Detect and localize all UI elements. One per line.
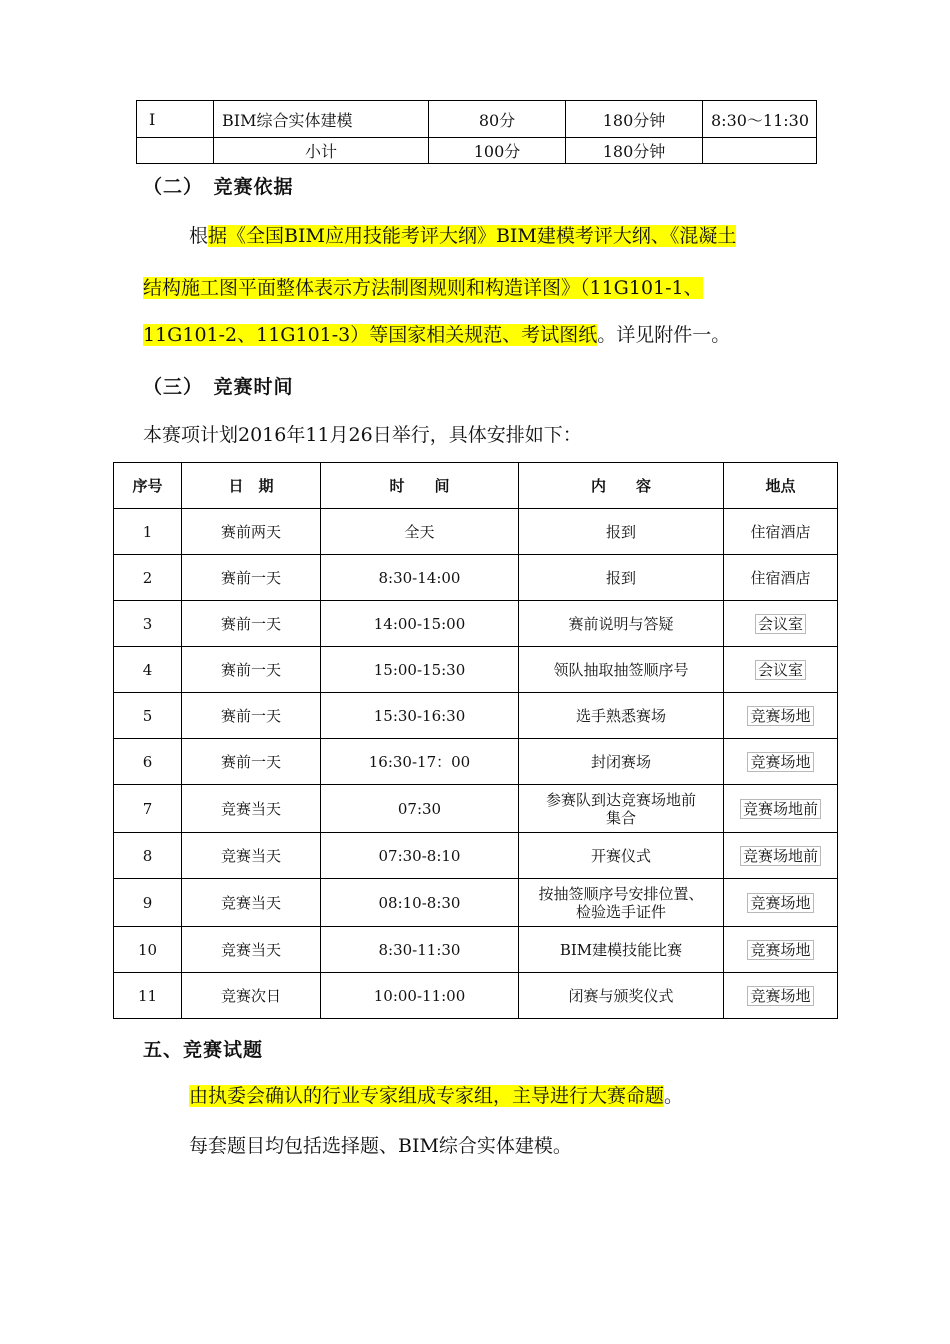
time-text: 全天 [404,522,435,541]
place-text: 会议室 [755,660,806,680]
section-heading-questions: 五、竞赛试题 [143,1039,264,1061]
content-text: 赛前说明与答疑 [568,614,674,633]
schedule-cell-date [182,879,321,927]
schedule-cell-place [724,785,838,833]
section-heading-time: （三） 竞赛时间 [143,376,294,398]
date-text: 竞赛当天 [220,893,281,912]
time-text: 07:30-8:10 [378,846,461,865]
table-row [114,509,838,555]
score-cell: 180分钟 [566,101,703,138]
paragraph-line [143,265,703,311]
place-text: 竞赛场地 [747,940,813,960]
score-table [136,100,817,164]
place-text: 住宿酒店 [750,568,811,587]
row-number: 11 [137,986,158,1005]
content-text: 参赛队到达竞赛场地前 [545,790,696,809]
date-text: 竞赛次日 [220,986,281,1005]
content-text: 领队抽取抽签顺序号 [553,660,689,679]
row-number: 8 [142,846,153,865]
schedule-cell-place [724,509,838,555]
schedule-cell-time [321,601,519,647]
highlighted-text: 11G101-2、11G101-3）等国家相关规范、考试图纸 [143,324,598,346]
score-cell: 100分 [429,138,566,164]
row-number: 9 [142,893,153,912]
schedule-cell-content [519,555,724,601]
date-text: 赛前一天 [220,568,281,587]
schedule-cell-no [114,601,182,647]
time-text: 07:30 [397,799,442,818]
score-cell [703,138,817,164]
place-text: 竞赛场地 [747,986,813,1006]
schedule-cell-content [519,693,724,739]
row-number: 7 [142,799,153,818]
time-text: 15:00-15:30 [373,660,466,679]
place-text: 住宿酒店 [750,522,811,541]
text: 。 [664,1085,684,1107]
schedule-cell-place [724,693,838,739]
time-text: 8:30-11:30 [378,940,461,959]
schedule-intro: 本赛项计划2016年11月26日举行，具体安排如下： [143,424,582,446]
row-number: 6 [142,752,153,771]
content-text: 开赛仪式 [590,846,651,865]
schedule-cell-no [114,693,182,739]
score-cell [137,138,214,164]
date-text: 赛前一天 [220,706,281,725]
date-text: 赛前一天 [220,614,281,633]
schedule-cell-content [519,833,724,879]
highlighted-text: 据《全国BIM应用技能考评大纲》BIM建模考评大纲、《混凝土 [208,225,737,247]
schedule-cell-no [114,879,182,927]
schedule-cell-no [114,555,182,601]
schedule-cell-place [724,973,838,1019]
table-header-row [114,463,838,509]
schedule-cell-date [182,785,321,833]
schedule-cell-place [724,739,838,785]
schedule-cell-content [519,927,724,973]
schedule-cell-place [724,833,838,879]
schedule-cell-date [182,555,321,601]
schedule-cell-time [321,973,519,1019]
schedule-cell-no [114,973,182,1019]
schedule-cell-time [321,555,519,601]
date-text: 赛前一天 [220,752,281,771]
table-row [114,927,838,973]
schedule-cell-no [114,927,182,973]
date-text: 赛前两天 [220,522,281,541]
schedule-cell-place [724,647,838,693]
row-number: 3 [142,614,153,633]
paragraph-line [189,213,736,259]
score-cell: 小计 [214,138,429,164]
schedule-cell-content [519,601,724,647]
content-text: 报到 [605,568,636,587]
schedule-cell-content [519,879,724,927]
column-header: 内 容 [519,463,724,509]
text: 根 [189,225,209,247]
content-text: 闭赛与颁奖仪式 [568,986,674,1005]
schedule-cell-no [114,833,182,879]
place-text: 竞赛场地 [747,893,813,913]
time-text: 16:30-17：00 [368,752,471,771]
table-row [114,555,838,601]
schedule-cell-date [182,601,321,647]
content-text-line2: 集合 [605,808,636,827]
table-row [114,693,838,739]
schedule-cell-no [114,739,182,785]
table-row [114,833,838,879]
paragraph-line [189,1073,683,1119]
content-text: 选手熟悉赛场 [575,706,666,725]
score-cell: 180分钟 [566,138,703,164]
table-row [114,785,838,833]
score-cell: 80分 [429,101,566,138]
table-row [137,138,817,164]
column-header: 地点 [724,463,838,509]
table-row [114,879,838,927]
paragraph-line [143,312,730,358]
schedule-cell-date [182,693,321,739]
row-number: 5 [142,706,153,725]
schedule-cell-time [321,879,519,927]
table-row [137,101,817,138]
schedule-cell-time [321,693,519,739]
score-cell: BIM综合实体建模 [214,101,429,138]
schedule-cell-date [182,927,321,973]
score-cell: I [137,101,214,138]
table-row [114,739,838,785]
schedule-cell-time [321,509,519,555]
content-text: 报到 [605,522,636,541]
schedule-cell-time [321,833,519,879]
schedule-cell-content [519,509,724,555]
place-text: 竞赛场地 [747,706,813,726]
place-text: 竞赛场地 [747,752,813,772]
schedule-cell-no [114,647,182,693]
highlighted-text: 由执委会确认的行业专家组成专家组，主导进行大赛命题 [189,1085,665,1107]
schedule-cell-content [519,785,724,833]
time-text: 08:10-8:30 [378,893,461,912]
schedule-cell-date [182,739,321,785]
content-text: 按抽签顺序号安排位置、 [538,884,704,903]
schedule-cell-no [114,509,182,555]
paragraph-line: 每套题目均包括选择题、BIM综合实体建模。 [189,1135,572,1157]
schedule-cell-no [114,785,182,833]
schedule-cell-time [321,927,519,973]
row-number: 2 [142,568,153,587]
highlighted-text: 结构施工图平面整体表示方法制图规则和构造详图》（11G101-1、 [143,277,703,299]
place-text: 竞赛场地前 [740,846,821,866]
schedule-cell-time [321,785,519,833]
table-row [114,973,838,1019]
column-header: 日 期 [182,463,321,509]
score-cell: 8:30～11:30 [703,101,817,138]
place-text: 竞赛场地前 [740,799,821,819]
schedule-cell-time [321,647,519,693]
schedule-cell-date [182,833,321,879]
column-header: 序号 [114,463,182,509]
text: 。详见附件一。 [597,324,731,346]
schedule-cell-date [182,973,321,1019]
schedule-cell-content [519,973,724,1019]
schedule-cell-place [724,601,838,647]
row-number: 10 [137,940,158,959]
time-text: 8:30-14:00 [378,568,461,587]
table-row [114,601,838,647]
schedule-cell-date [182,509,321,555]
time-text: 14:00-15:00 [373,614,466,633]
time-text: 15:30-16:30 [373,706,466,725]
schedule-cell-place [724,555,838,601]
date-text: 赛前一天 [220,660,281,679]
content-text: BIM建模技能比赛 [559,940,683,959]
table-row [114,647,838,693]
schedule-cell-content [519,647,724,693]
schedule-cell-place [724,927,838,973]
date-text: 竞赛当天 [220,940,281,959]
date-text: 竞赛当天 [220,799,281,818]
row-number: 4 [142,660,153,679]
schedule-table [113,462,838,1019]
date-text: 竞赛当天 [220,846,281,865]
place-text: 会议室 [755,614,806,634]
time-text: 10:00-11:00 [373,986,466,1005]
schedule-cell-place [724,879,838,927]
schedule-cell-time [321,739,519,785]
content-text: 封闭赛场 [590,752,651,771]
column-header: 时 间 [321,463,519,509]
content-text-line2: 检验选手证件 [575,902,666,921]
schedule-cell-date [182,647,321,693]
section-heading-basis: （二） 竞赛依据 [143,176,294,198]
row-number: 1 [142,522,153,541]
schedule-cell-content [519,739,724,785]
